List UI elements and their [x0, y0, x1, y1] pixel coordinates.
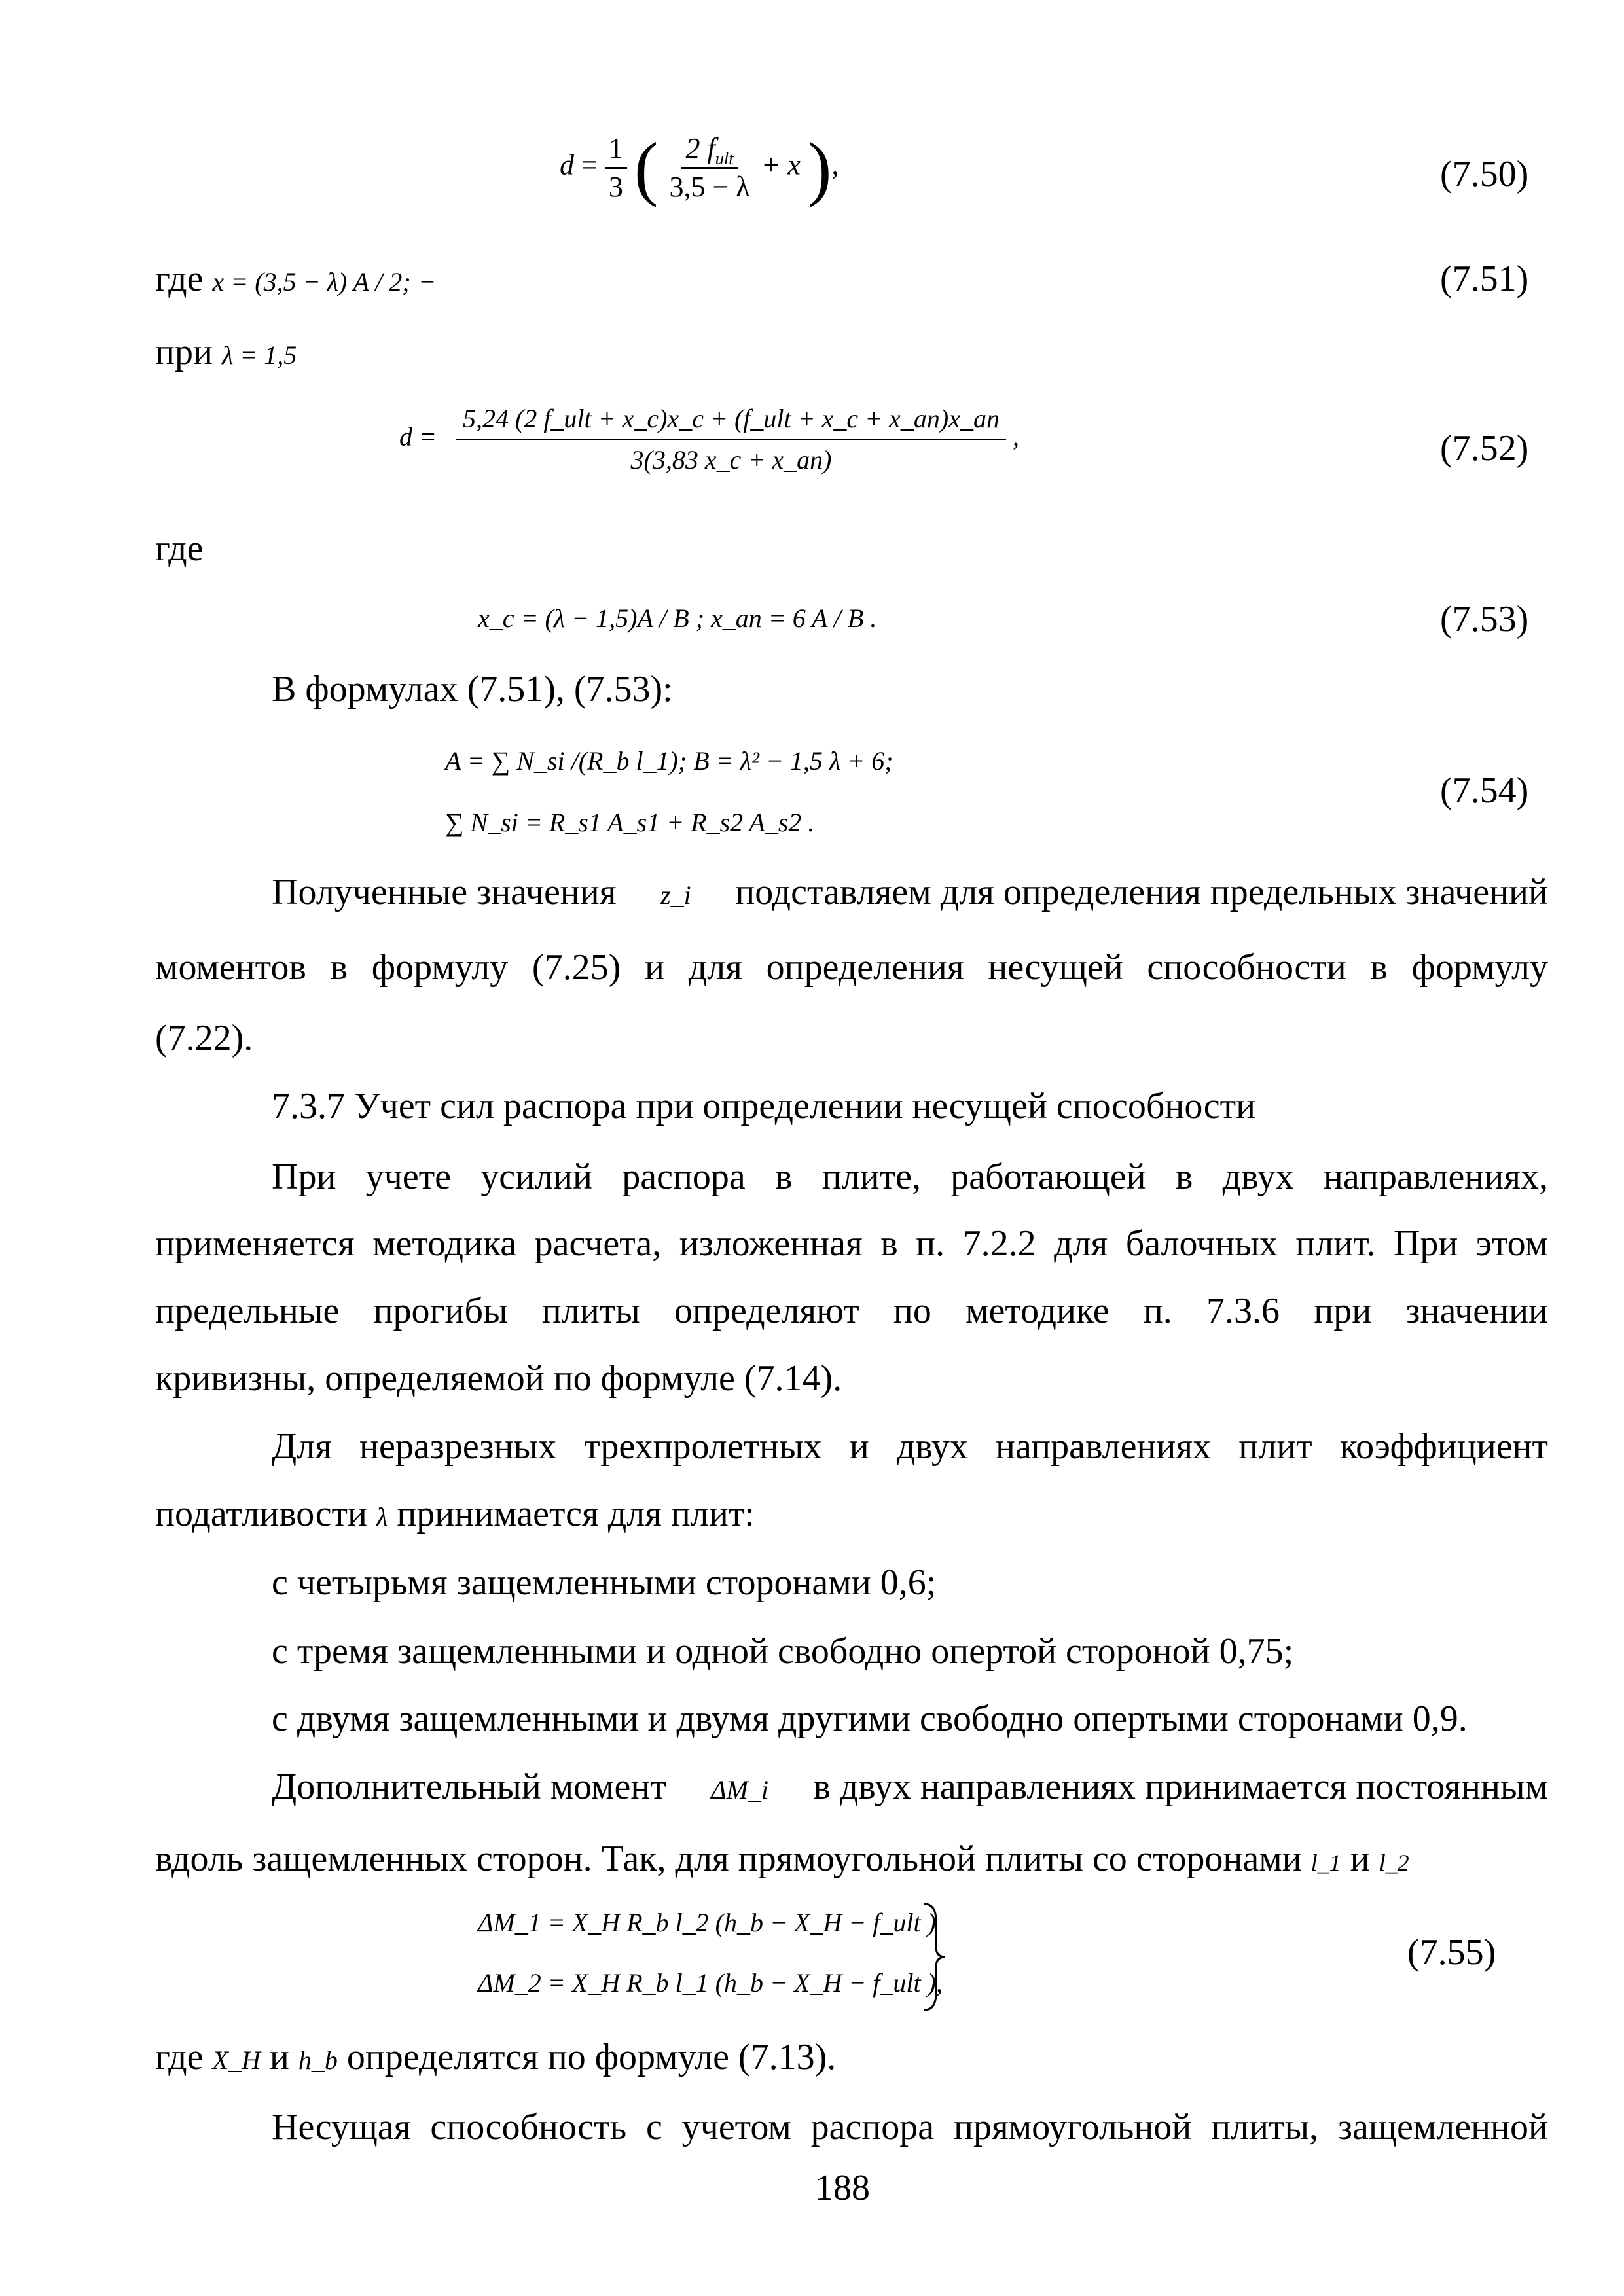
paragraph-3-line-2: податливости λ принимается для плит:	[155, 1494, 755, 1534]
formula-7-53: x_c = (λ − 1,5)A / B ; x_an = 6 A / B .	[478, 603, 877, 633]
list-item-2: с тремя защемленными и одной свободно опертой стороной 0,75;	[272, 1631, 1294, 1672]
equation-number-7-51: (7.51)	[1440, 259, 1529, 299]
equation-number-7-53: (7.53)	[1440, 599, 1529, 639]
list-item-3: с двумя защемленными и двумя другими свободно опертыми сторонами 0,9.	[272, 1698, 1468, 1739]
equation-number-7-54: (7.54)	[1440, 770, 1529, 811]
paragraph-4-line-2: вдоль защемленных сторон. Так, для прямоугольной плиты со сторонами l_1 и l_2	[155, 1839, 1409, 1879]
paragraph-2-line-4: кривизны, определяемой по формуле (7.14).	[155, 1358, 842, 1399]
line-7-51: где x = (3,5 − λ) A / 2; −	[155, 259, 435, 299]
paragraph-4-line-1: Дополнительный момент ΔM_i в двух направлениях принимается постоянным	[272, 1767, 1548, 1807]
paragraph-2-line-2: применяется методика расчета, изложенная в п. 7.2.2 для балочных плит. При этом	[155, 1223, 1548, 1264]
page-number: 188	[815, 2168, 870, 2208]
line-pri: при λ = 1,5	[155, 332, 297, 372]
paragraph-2-line-3: предельные прогибы плиты определяют по методике п. 7.3.6 при значении	[155, 1291, 1548, 1331]
formula-7-54-line-1: A = ∑ N_si /(R_b l_1); B = λ² − 1,5 λ + 6;	[445, 746, 893, 776]
paragraph-6: Несущая способность с учетом распора прямоугольной плиты, защемленной	[272, 2107, 1548, 2147]
paragraph-2-line-1: При учете усилий распора в плите, работающей в двух направлениях,	[272, 1157, 1548, 1197]
paragraph-1-line-3: (7.22).	[155, 1018, 253, 1058]
paragraph-1-line-2: моментов в формулу (7.25) и для определения несущей способности в формулу	[155, 947, 1548, 988]
equation-number-7-55: (7.55)	[1407, 1932, 1496, 1973]
paragraph-1-line-1: Полученные значения z_i подставляем для определения предельных значений	[272, 872, 1548, 912]
equation-number-7-50: (7.50)	[1440, 154, 1529, 194]
formula-7-55-line-2: ΔM_2 = X_H R_b l_1 (h_b − X_H − f_ult ),	[478, 1968, 943, 1998]
formula-7-52: d = $\frac{\text{5,24 (2 f\_ult + x\_c)x\_c + (f\_ult + x\_c + x\_an)x\_an}}{3(3,83 x\_c + x\_an)}$ ,	[399, 404, 1019, 475]
right-brace-icon	[922, 1901, 948, 2013]
line-gde: где	[155, 528, 204, 569]
line-formulas: В формулах (7.51), (7.53):	[272, 669, 673, 709]
section-heading: 7.3.7 Учет сил распора при определении несущей способности	[272, 1086, 1256, 1126]
formula-7-55-line-1: ΔM_1 = X_H R_b l_2 (h_b − X_H − f_ult )	[478, 1908, 936, 1937]
list-item-1: с четырьмя защемленными сторонами 0,6;	[272, 1562, 937, 1603]
formula-7-50: d = $\frac{1}{3}$ ( $\frac{2 f_{ult}}{3,5 - \lambda}$ + x ),	[560, 128, 839, 208]
paragraph-5: где X_H и h_b определятся по формуле (7.13).	[155, 2037, 837, 2077]
paragraph-3-line-1: Для неразрезных трехпролетных и двух направлениях плит коэффициент	[272, 1426, 1548, 1467]
equation-number-7-52: (7.52)	[1440, 428, 1529, 469]
formula-7-54-line-2: ∑ N_si = R_s1 A_s1 + R_s2 A_s2 .	[445, 808, 815, 837]
